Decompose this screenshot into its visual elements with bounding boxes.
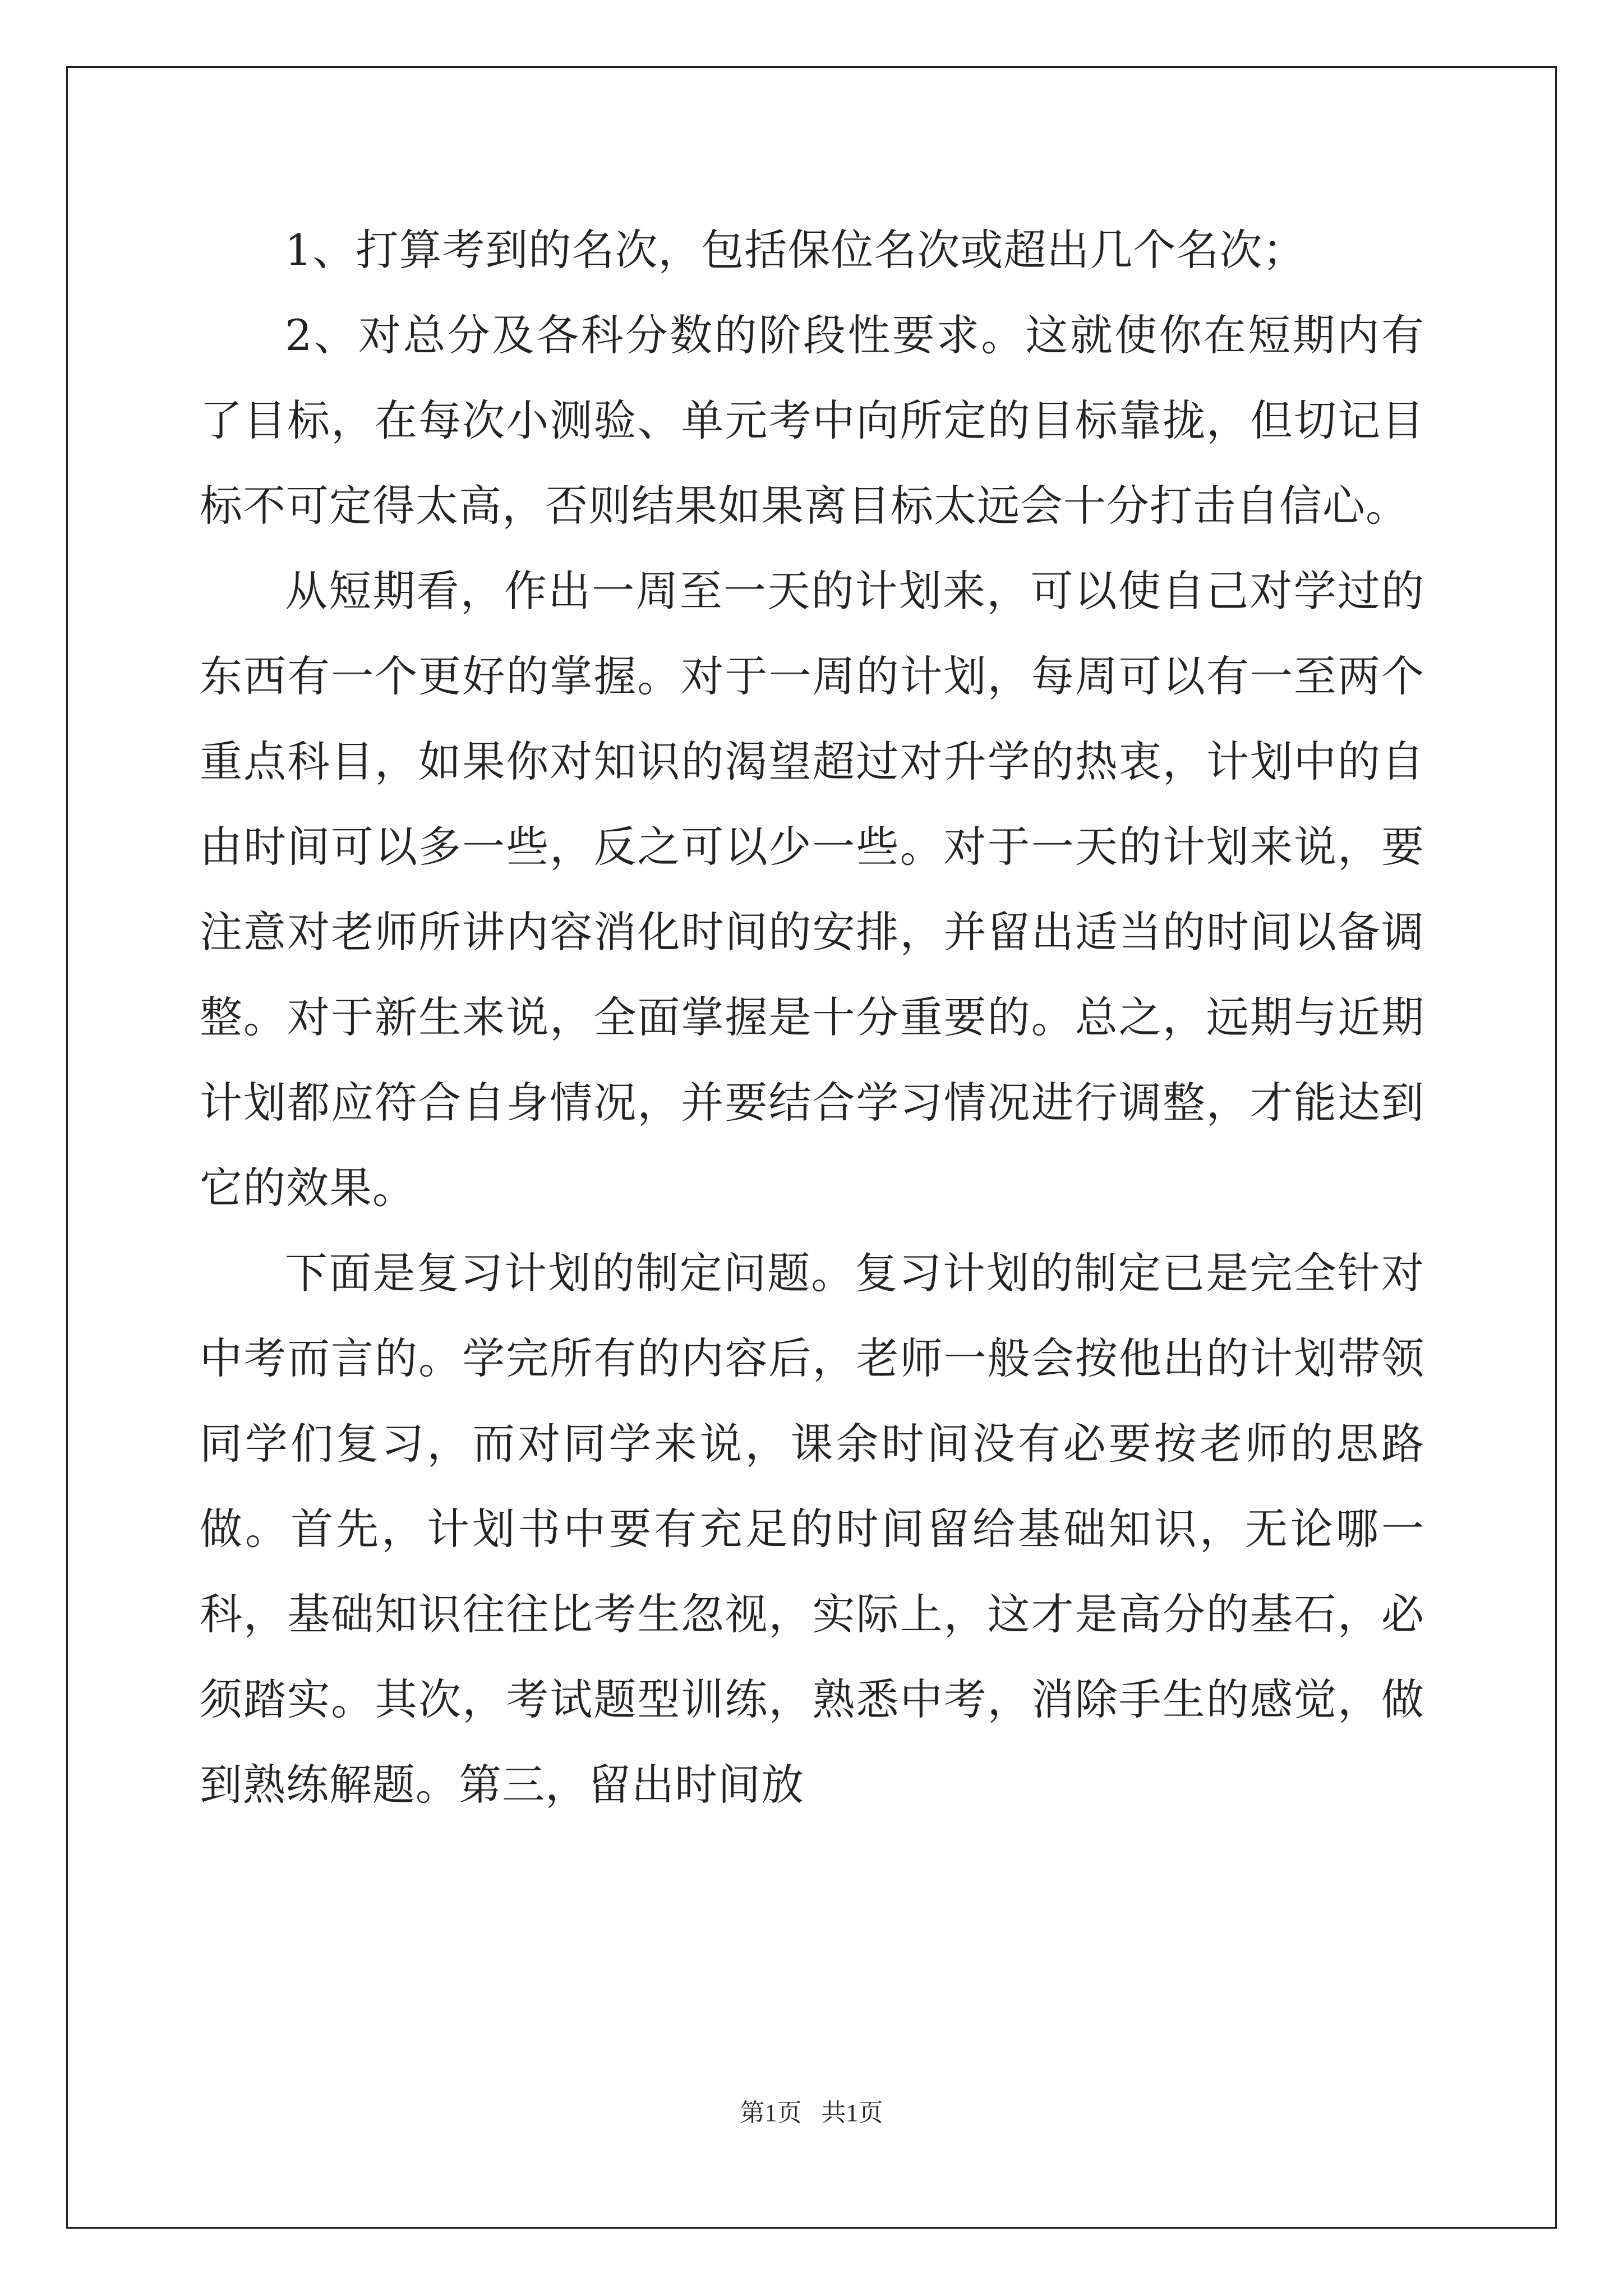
paragraph-1: 1、打算考到的名次，包括保位名次或超出几个名次； — [285, 225, 1306, 275]
document-body — [200, 208, 1424, 1828]
page-number-total: 共1页 — [821, 2099, 883, 2127]
page-footer — [0, 2092, 1623, 2128]
paragraph-2: 2、对总分及各科分数的阶段性要求。这就使你在短期内有了目标，在每次小测验、单元考中向所定的目标靠拢，但切记目标不可定得太高，否则结果如果离目标太远会十分打击自信心。 — [200, 310, 1424, 531]
paragraph-4: 下面是复习计划的制定问题。复习计划的制定已是完全针对中考而言的。学完所有的内容后，老师一般会按他出的计划带领同学们复习，而对同学来说，课余时间没有必要按老师的思路做。首先，计划书中要有充足的时间留给基础知识，无论哪一科，基础知识往往比考生忽视，实际上，这才是高分的基石，必须踏实。其次，考试题型训练，熟悉中考，消除手生的感觉，做到熟练解题。第三，留出时间放 — [200, 1248, 1424, 1810]
paragraph-3: 从短期看，作出一周至一天的计划来，可以使自己对学过的东西有一个更好的掌握。对于一周的计划，每周可以有一至两个重点科目，如果你对知识的渴望超过对升学的热衷，计划中的自由时间可以多一些，反之可以少一些。对于一天的计划来说，要注意对老师所讲内容消化时间的安排，并留出适当的时间以备调整。对于新生来说，全面掌握是十分重要的。总之，远期与近期计划都应符合自身情况，并要结合学习情况进行调整，才能达到它的效果。 — [200, 566, 1424, 1213]
page-number-current: 第1页 — [740, 2099, 802, 2127]
